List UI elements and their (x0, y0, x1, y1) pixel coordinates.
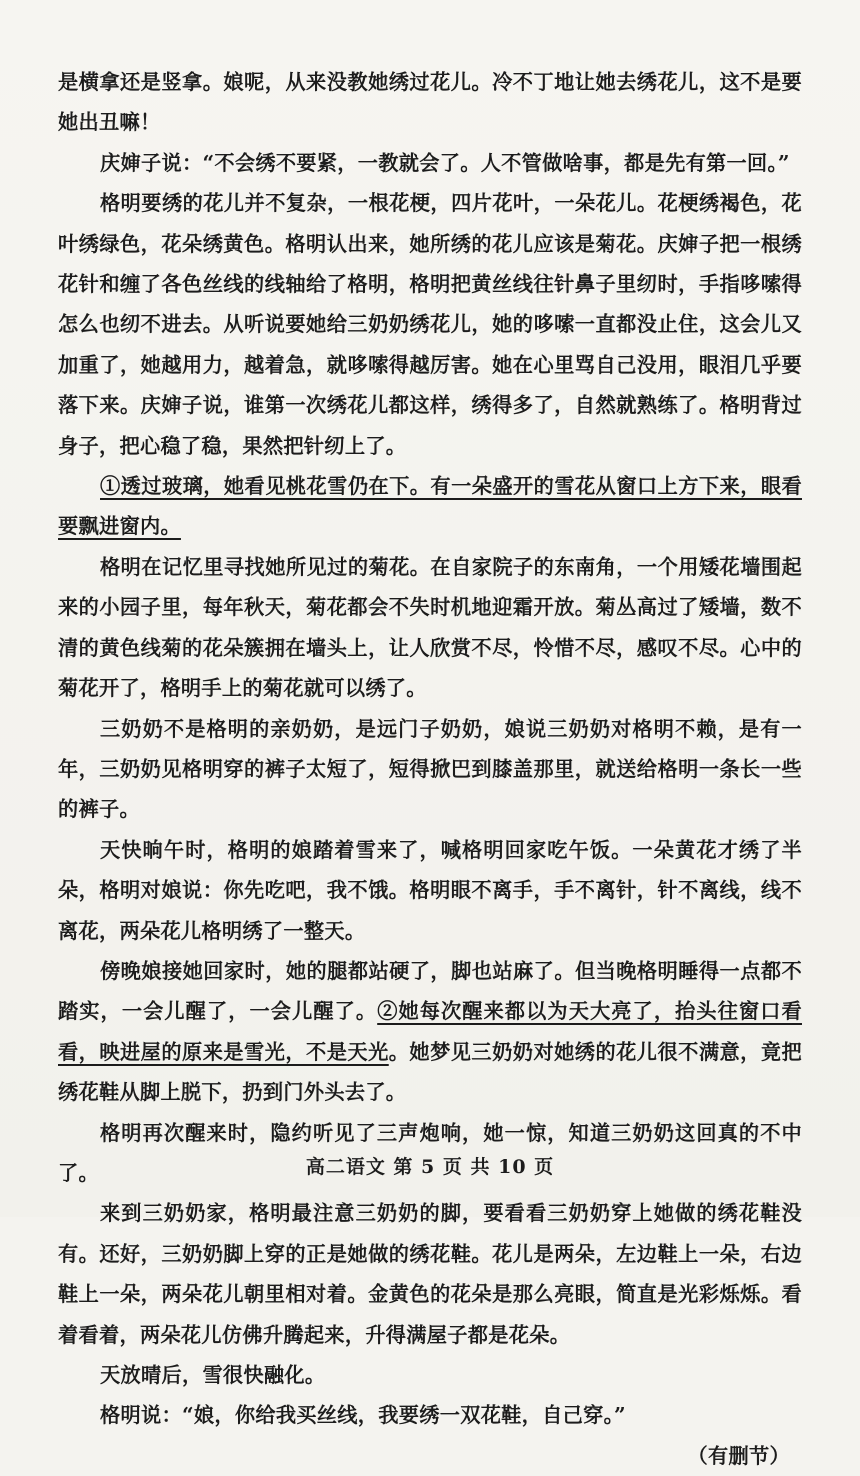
passage-paragraph (58, 466, 802, 547)
passage-paragraph (58, 547, 802, 709)
passage-paragraph (58, 830, 802, 951)
paragraph-text: 天快晌午时，格明的娘踏着雪来了，喊格明回家吃午饭。一朵黄花才绣了半朵，格明对娘说：你先吃吧，我不饿。格明眼不离手，手不离针，针不离线，线不离花，两朵花儿格明绣了一整天。 (58, 837, 802, 943)
paragraph-text: 格明说：“娘，你给我买丝线，我要绣一双花鞋，自己穿。” (100, 1403, 626, 1428)
passage-paragraph (58, 183, 802, 466)
underlined-sentence: ②她每次醒来都以为天大亮了，抬头往窗口看看，映进屋的原来是雪光，不是天光 (58, 999, 802, 1064)
passage-body (58, 62, 802, 1476)
source-note: （有删节） (687, 1443, 790, 1468)
passage-paragraph (58, 1193, 802, 1355)
paragraph-text: 三奶奶不是格明的亲奶奶，是远门子奶奶，娘说三奶奶对格明不赖，是有一年，三奶奶见格明穿的裤子太短了，短得掀巴到膝盖那里，就送给格明一条长一些的裤子。 (58, 716, 802, 822)
paragraph-text: 庆婶子说：“不会绣不要紧，一教就会了。人不管做啥事，都是先有第一回。” (100, 150, 790, 175)
paragraph-text: 格明要绣的花儿并不复杂，一根花梗，四片花叶，一朵花儿。花梗绣褐色，花叶绣绿色，花朵绣黄色。格明认出来，她所绣的花儿应该是菊花。庆婶子把一根绣花针和缠了各色丝线的线轴给了格明，格明把黄丝线往针鼻子里纫时，手指哆嗦得怎么也纫不进去。从听说要她给三奶奶绣花儿，她的哆嗦一直都没止住，这会儿又加重了，她越用力，越着急，就哆嗦得越厉害。她在心里骂自己没用，眼泪几乎要落下来。庆婶子说，谁第一次绣花儿都这样，绣得多了，自然就熟练了。格明背过身子，把心稳了稳，果然把针纫上了。 (58, 191, 802, 458)
passage-paragraph (58, 709, 802, 830)
passage-paragraph (58, 951, 802, 1113)
passage-paragraph (58, 143, 802, 183)
passage-paragraph (58, 1355, 802, 1395)
passage-paragraph (58, 62, 802, 143)
paragraph-text: 。她梦见三奶奶对她绣的花儿很不满意，竟把绣花鞋从脚上脱下，扔到门外头去了。 (58, 1039, 802, 1105)
underlined-sentence: ①透过玻璃，她看见桃花雪仍在下。有一朵盛开的雪花从窗口上方下来，眼看要飘进窗内。 (58, 474, 802, 539)
passage-paragraph (58, 1395, 802, 1435)
paragraph-text: 格明再次醒来时，隐约听见了三声炮响，她一惊，知道三奶奶这回真的不中了。 (58, 1120, 802, 1185)
page-footer: 高二语文 第 5 页 共 10 页 (305, 1156, 555, 1178)
paragraph-text: 来到三奶奶家，格明最注意三奶奶的脚，要看看三奶奶穿上她做的绣花鞋没有。还好，三奶奶脚上穿的正是她做的绣花鞋。花儿是两朵，左边鞋上一朵，右边鞋上一朵，两朵花儿朝里相对着。金黄色的花朵是那么亮眼，简直是光彩烁烁。看着看着，两朵花儿仿佛升腾起来，升得满屋子都是花朵。 (58, 1201, 802, 1347)
paragraph-text: 是横拿还是竖拿。娘呢，从来没教她绣过花儿。冷不丁地让她去绣花儿，这不是要她出丑嘛！ (58, 70, 802, 135)
paragraph-text: 格明在记忆里寻找她所见过的菊花。在自家院子的东南角，一个用矮花墙围起来的小园子里，每年秋天，菊花都会不失时机地迎霜开放。菊丛高过了矮墙，数不清的黄色线菊的花朵簇拥在墙头上，让人欣赏不尽，怜惜不尽，感叹不尽。心中的菊花开了，格明手上的菊花就可以绣了。 (58, 554, 802, 701)
paragraph-text: 傍晚娘接她回家时，她的腿都站硬了，脚也站麻了。但当晚格明睡得一点都不踏实，一会儿醒了，一会儿醒了。 (58, 958, 802, 1024)
paragraph-text: 天放晴后，雪很快融化。 (100, 1363, 326, 1387)
